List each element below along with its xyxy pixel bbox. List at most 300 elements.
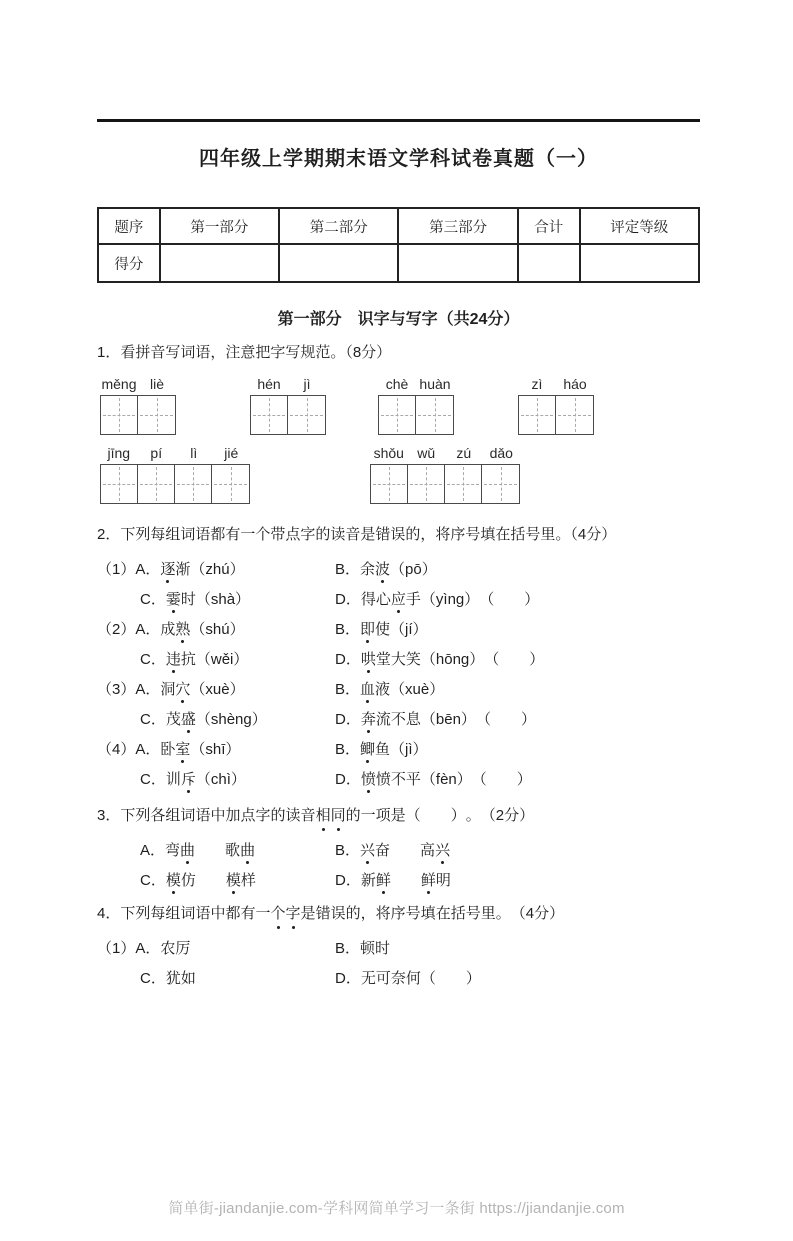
answer-blank[interactable]: （ ） xyxy=(471,770,532,788)
char: 字 xyxy=(255,807,271,824)
option-cell xyxy=(335,738,700,759)
pinyin-label xyxy=(378,376,454,395)
option-cell xyxy=(97,768,335,789)
char: 各 xyxy=(150,807,166,824)
option-pinyin: （shà） xyxy=(195,590,251,608)
char: 误 xyxy=(330,905,346,922)
question-3-text xyxy=(97,805,700,827)
writing-boxes xyxy=(370,464,520,504)
option-cell xyxy=(97,738,335,759)
option-word xyxy=(361,967,421,988)
char: 样 xyxy=(240,871,256,889)
char: 堂 xyxy=(375,650,391,668)
option-cell xyxy=(335,937,700,958)
char: 高 xyxy=(420,841,436,859)
char: 霎 xyxy=(166,588,181,609)
option-cell xyxy=(97,937,335,958)
option-row xyxy=(97,932,700,962)
option xyxy=(140,708,267,729)
option-word xyxy=(166,708,196,729)
group-number: （4） xyxy=(97,740,136,758)
char: 愤 xyxy=(375,770,391,788)
char: 违 xyxy=(166,648,181,669)
option-label: A． xyxy=(140,841,166,859)
option-row xyxy=(97,583,700,613)
char: 列 xyxy=(135,807,151,824)
char: 时 xyxy=(375,939,391,957)
char: 语 xyxy=(195,807,211,824)
char: （ xyxy=(405,807,421,824)
char: 括 xyxy=(450,905,466,922)
char: 曲 xyxy=(180,839,195,860)
option-cell xyxy=(97,839,335,860)
option-row xyxy=(97,834,700,864)
option xyxy=(335,678,444,699)
option-word xyxy=(421,869,451,890)
char: 语 xyxy=(195,905,211,922)
pinyin-syllable: jīng xyxy=(107,445,131,461)
char: 分 xyxy=(504,807,520,824)
char: 犹 xyxy=(165,969,181,987)
pinyin-syllable: hén xyxy=(257,376,281,392)
pinyin-syllable: jié xyxy=(224,445,239,461)
exam-page xyxy=(0,119,793,992)
char: 不 xyxy=(390,710,406,728)
pinyin-syllable: lì xyxy=(190,445,198,461)
group-number: （1） xyxy=(97,939,136,957)
char: 项 xyxy=(375,807,391,824)
score-entry-cell[interactable] xyxy=(160,244,279,282)
option-cell xyxy=(97,558,335,579)
score-table-header-cell: 评定等级 xyxy=(580,208,699,244)
option xyxy=(335,588,539,609)
option-label: D． xyxy=(335,710,361,728)
site-watermark: 简单街-jiandanjie.com-学科网简单学习一条街 https://jiandanjie.com xyxy=(168,1200,625,1217)
option-word xyxy=(360,839,390,860)
char: 卧 xyxy=(160,740,176,758)
char: 分 xyxy=(534,905,550,922)
char: 中 xyxy=(210,905,226,922)
writing-cell[interactable] xyxy=(519,396,556,434)
option-pinyin: （chì） xyxy=(195,770,246,788)
option-pinyin: （bēn） xyxy=(420,710,476,728)
char: 息 xyxy=(405,710,421,728)
char: 个 xyxy=(271,903,286,925)
question-4-text xyxy=(97,903,700,925)
writing-boxes xyxy=(378,395,454,435)
option-label: D． xyxy=(335,770,361,788)
option-label: B． xyxy=(335,740,361,758)
option-cell xyxy=(335,678,700,699)
char: 的 xyxy=(345,807,361,824)
option-word xyxy=(166,588,196,609)
char: 组 xyxy=(165,807,181,824)
pinyin-syllable: wǔ xyxy=(417,445,436,461)
option-label: B． xyxy=(335,841,361,859)
option-cell xyxy=(335,558,700,579)
option-pinyin: （fèn） xyxy=(420,770,472,788)
char: 中 xyxy=(210,807,226,824)
option xyxy=(335,839,450,860)
score-table-header-cell: 第一部分 xyxy=(160,208,279,244)
option-pinyin: （jì） xyxy=(390,740,428,758)
option-pinyin: （xuè） xyxy=(190,680,245,698)
char: 号 xyxy=(405,905,421,922)
writing-cell[interactable] xyxy=(138,396,175,434)
char: 余 xyxy=(360,560,376,578)
pinyin-syllable: liè xyxy=(149,376,164,392)
option-cell xyxy=(97,648,335,669)
option xyxy=(140,869,256,890)
char: 下 xyxy=(120,807,136,824)
option xyxy=(135,678,244,699)
score-table-header-cell: 第三部分 xyxy=(398,208,517,244)
option-word xyxy=(420,839,450,860)
writing-cell[interactable] xyxy=(371,465,408,503)
option-row xyxy=(97,733,700,763)
answer-blank[interactable]: （ ） xyxy=(475,710,536,728)
char: 里 xyxy=(480,905,496,922)
option-label: D． xyxy=(335,969,361,987)
writing-cell[interactable] xyxy=(212,465,249,503)
char: 使 xyxy=(375,620,391,638)
writing-cell[interactable] xyxy=(416,396,453,434)
char: 鱼 xyxy=(375,740,391,758)
answer-blank[interactable]: （ ） xyxy=(479,590,540,608)
answer-blank[interactable]: （ ） xyxy=(420,969,481,987)
score-entry-cell[interactable] xyxy=(518,244,580,282)
char: 。 xyxy=(465,807,481,824)
question-2-options xyxy=(97,553,700,793)
char: 号 xyxy=(465,905,481,922)
option-word xyxy=(166,967,196,988)
char: 鲫 xyxy=(360,738,375,759)
option xyxy=(335,558,437,579)
option-label: D． xyxy=(335,650,361,668)
char: 填 xyxy=(420,905,436,922)
char: 奈 xyxy=(390,969,406,987)
char: 加 xyxy=(225,807,241,824)
option-word xyxy=(166,648,196,669)
option-cell xyxy=(335,648,700,669)
option xyxy=(335,618,428,639)
option-word xyxy=(361,708,421,729)
option xyxy=(140,839,255,860)
writing-cell[interactable] xyxy=(482,465,519,503)
char: 应 xyxy=(391,588,406,609)
option-label: A． xyxy=(135,939,161,957)
option-word xyxy=(360,618,390,639)
group-number: （1） xyxy=(97,560,136,578)
score-table-header-cell: 题序 xyxy=(98,208,160,244)
option xyxy=(140,648,248,669)
option-row xyxy=(97,673,700,703)
option xyxy=(335,937,390,958)
option-cell xyxy=(335,839,700,860)
option-label: B． xyxy=(335,939,361,957)
pinyin-syllable: pí xyxy=(150,445,163,461)
option-pinyin: （xuè） xyxy=(390,680,445,698)
option-word xyxy=(160,678,190,699)
pinyin-label xyxy=(370,445,520,464)
question-1-text: 1．看拼音写词语，注意把字写规范。（8分） xyxy=(97,344,392,361)
char: 一 xyxy=(360,807,376,824)
option-pinyin: （wěi） xyxy=(195,650,249,668)
writing-boxes xyxy=(100,464,250,504)
writing-boxes xyxy=(518,395,594,435)
option-label: C． xyxy=(140,969,166,987)
option xyxy=(335,967,481,988)
option xyxy=(135,738,240,759)
char: ） xyxy=(450,807,466,824)
char: 歌 xyxy=(225,841,241,859)
char: 哄 xyxy=(361,648,376,669)
option xyxy=(335,768,532,789)
char: 4 xyxy=(97,905,106,922)
pinyin-syllable: huàn xyxy=(419,376,451,392)
writing-cell[interactable] xyxy=(445,465,482,503)
option-word xyxy=(160,558,190,579)
option xyxy=(135,937,190,958)
option-label: D． xyxy=(335,590,361,608)
option-cell xyxy=(335,869,700,890)
option-label: A． xyxy=(135,560,161,578)
writing-cell[interactable] xyxy=(379,396,416,434)
char: 有 xyxy=(240,905,256,922)
option-pinyin: （shú） xyxy=(190,620,245,638)
option-word xyxy=(361,869,391,890)
char: 无 xyxy=(360,969,376,987)
char: 是 xyxy=(390,807,406,824)
option-cell xyxy=(335,768,700,789)
writing-cell[interactable] xyxy=(101,465,138,503)
option xyxy=(140,588,250,609)
char: 成 xyxy=(160,620,176,638)
pinyin-syllable: měng xyxy=(101,376,137,392)
char: 的 xyxy=(270,807,286,824)
option-word xyxy=(226,869,256,890)
pinyin-label xyxy=(518,376,594,395)
char: 都 xyxy=(225,905,241,922)
group-number: （3） xyxy=(97,680,136,698)
option-pinyin: （zhú） xyxy=(190,560,245,578)
pinyin-syllable: dǎo xyxy=(489,445,513,461)
option xyxy=(140,967,196,988)
writing-cell[interactable] xyxy=(556,396,593,434)
option-cell xyxy=(335,618,700,639)
char: 组 xyxy=(165,905,181,922)
option-cell xyxy=(97,708,335,729)
option-row xyxy=(97,613,700,643)
char: 兴 xyxy=(360,839,375,860)
char: 农 xyxy=(160,939,176,957)
option-word xyxy=(166,869,196,890)
char: 手 xyxy=(405,590,421,608)
option-word xyxy=(361,588,421,609)
score-table-score-row xyxy=(98,244,699,282)
char: 的 xyxy=(345,905,361,922)
char: 渐 xyxy=(175,560,191,578)
option-label: C． xyxy=(140,710,166,728)
char: 3 xyxy=(97,807,106,824)
pinyin-label xyxy=(100,376,176,395)
char: 仿 xyxy=(180,871,196,889)
option-cell xyxy=(335,708,700,729)
option-word xyxy=(361,648,421,669)
pinyin-label xyxy=(100,445,250,464)
option-label: B． xyxy=(335,560,361,578)
char: ） xyxy=(519,807,535,824)
option-row xyxy=(97,703,700,733)
score-row-label: 得分 xyxy=(98,244,160,282)
option-label: A． xyxy=(135,680,161,698)
char: 穴 xyxy=(175,678,190,699)
char: ） xyxy=(549,905,565,922)
pinyin-writing-group xyxy=(518,376,594,435)
char: 即 xyxy=(360,618,375,639)
option-cell xyxy=(97,588,335,609)
writing-cell[interactable] xyxy=(408,465,445,503)
char: 点 xyxy=(240,807,256,824)
char: 如 xyxy=(180,969,196,987)
char: 。 xyxy=(495,905,511,922)
option-word xyxy=(360,738,390,759)
char: 洞 xyxy=(160,680,176,698)
char: 模 xyxy=(226,869,241,890)
char: 一 xyxy=(255,905,271,922)
option-label: D． xyxy=(335,871,361,889)
pinyin-syllable: chè xyxy=(385,376,409,392)
char: 曲 xyxy=(240,839,255,860)
score-entry-cell[interactable] xyxy=(580,244,699,282)
writing-cell[interactable] xyxy=(288,396,325,434)
char: 序 xyxy=(390,905,406,922)
score-entry-cell[interactable] xyxy=(398,244,517,282)
char: 4 xyxy=(525,905,535,922)
pinyin-syllable: zì xyxy=(531,376,543,392)
char: 大 xyxy=(390,650,406,668)
char: 在 xyxy=(435,905,451,922)
writing-cell[interactable] xyxy=(101,396,138,434)
writing-cell[interactable] xyxy=(175,465,212,503)
pinyin-writing-group xyxy=(250,376,326,435)
char: 读 xyxy=(285,807,301,824)
part1-heading: 第一部分 识字与写字（共24分） xyxy=(277,311,520,328)
option-label: B． xyxy=(335,620,361,638)
char: 血 xyxy=(360,678,375,699)
char: （ xyxy=(480,807,496,824)
option-cell xyxy=(97,618,335,639)
question-3-options xyxy=(97,834,700,894)
score-table-header-cell: 第二部分 xyxy=(279,208,398,244)
score-table xyxy=(97,207,700,283)
writing-cell[interactable] xyxy=(138,465,175,503)
char: 训 xyxy=(165,770,181,788)
option-word xyxy=(160,618,190,639)
option-pinyin: （jí） xyxy=(390,620,428,638)
option-pinyin: （shī） xyxy=(190,740,241,758)
writing-cell[interactable] xyxy=(251,396,288,434)
option xyxy=(135,558,244,579)
pinyin-writing-group xyxy=(378,376,454,435)
char: 弯 xyxy=(165,841,181,859)
page-title: 四年级上学期期末语文学科试卷真题（一） xyxy=(199,148,598,170)
char: 同 xyxy=(331,805,346,827)
option xyxy=(140,768,246,789)
option xyxy=(335,738,428,759)
option-pinyin: （yìng） xyxy=(420,590,480,608)
pinyin-writing-row-1 xyxy=(97,376,700,438)
char: 盛 xyxy=(181,708,196,729)
pinyin-syllable: háo xyxy=(563,376,587,392)
char: 波 xyxy=(375,558,390,579)
option-row xyxy=(97,553,700,583)
option-cell xyxy=(97,678,335,699)
option-label: C． xyxy=(140,871,166,889)
option-cell xyxy=(335,967,700,988)
char: 每 xyxy=(150,905,166,922)
char: 奋 xyxy=(375,841,391,859)
char: 得 xyxy=(360,590,376,608)
char: 2 xyxy=(495,807,505,824)
char: （ xyxy=(510,905,526,922)
char: 茂 xyxy=(165,710,181,728)
option-word xyxy=(160,937,190,958)
char: 不 xyxy=(390,770,406,788)
char: 愤 xyxy=(361,768,376,789)
char: ． xyxy=(105,807,121,824)
option-word xyxy=(360,678,390,699)
pinyin-writing-group xyxy=(100,376,176,435)
question-2-text: 2．下列每组词语都有一个带点字的读音是错误的，将序号填在括号里。（4分） xyxy=(97,526,617,543)
option-pinyin: （shèng） xyxy=(195,710,267,728)
pinyin-syllable: shǒu xyxy=(373,445,404,461)
option-label: A． xyxy=(135,620,161,638)
option-cell xyxy=(335,588,700,609)
answer-blank[interactable]: （ ） xyxy=(484,650,545,668)
char: 逐 xyxy=(160,558,175,579)
option xyxy=(135,618,244,639)
pinyin-writing-group xyxy=(100,445,250,504)
score-entry-cell[interactable] xyxy=(279,244,398,282)
option-cell xyxy=(97,967,335,988)
option-word xyxy=(165,839,195,860)
char: 是 xyxy=(300,905,316,922)
question-text xyxy=(97,807,534,824)
option-word xyxy=(160,738,190,759)
question-text xyxy=(97,905,564,922)
char: 列 xyxy=(135,905,151,922)
question-4-options xyxy=(97,932,700,992)
char: ． xyxy=(105,905,121,922)
option-word xyxy=(166,768,196,789)
char: 音 xyxy=(300,807,316,824)
writing-boxes xyxy=(250,395,326,435)
option-word xyxy=(360,558,390,579)
pinyin-writing-group xyxy=(370,445,520,504)
option-word xyxy=(225,839,255,860)
char: 何 xyxy=(405,969,421,987)
char: 时 xyxy=(180,590,196,608)
group-number: （2） xyxy=(97,620,136,638)
char: 抗 xyxy=(180,650,196,668)
option-pinyin: （pō） xyxy=(390,560,437,578)
char: 心 xyxy=(375,590,391,608)
char: 奔 xyxy=(361,708,376,729)
char: 新 xyxy=(360,871,376,889)
char: 熟 xyxy=(175,618,190,639)
char: 鲜 xyxy=(421,869,436,890)
